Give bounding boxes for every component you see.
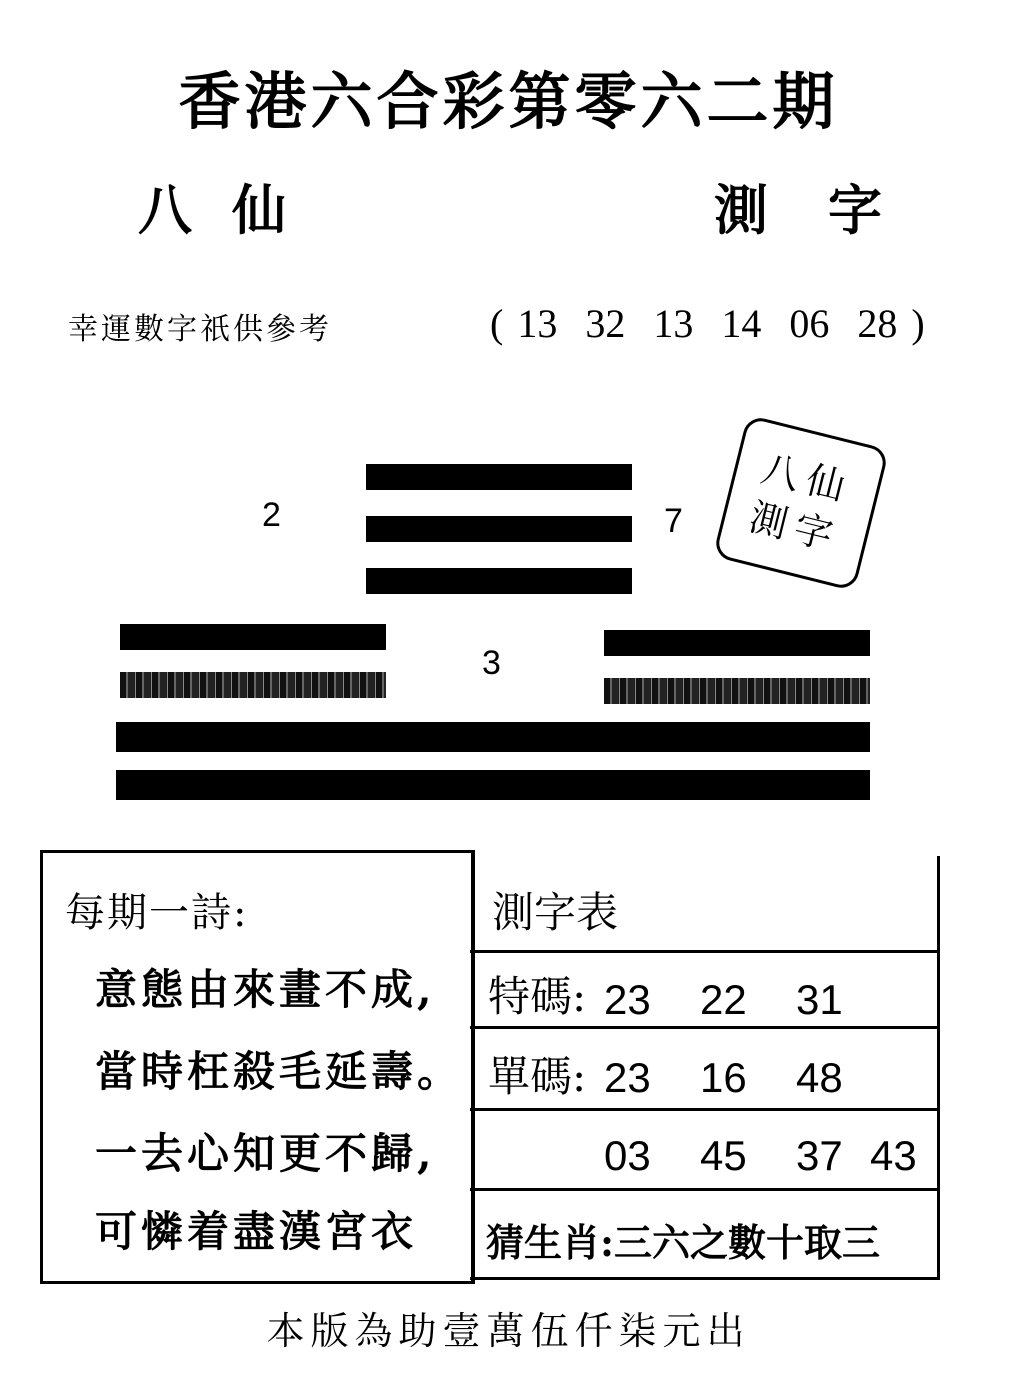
lucky-number: 06	[789, 301, 830, 346]
table-divider	[470, 1026, 940, 1029]
trigram-bar	[366, 568, 632, 594]
open-paren: (	[490, 301, 504, 346]
poem-title: 每期一詩:	[65, 890, 249, 936]
single-number: 43	[870, 1132, 917, 1179]
poem-box	[40, 850, 475, 1284]
lucky-number: 13	[517, 301, 558, 346]
trigram-number-center: 3	[482, 644, 501, 682]
poem-line: 一去心知更不歸,	[95, 1129, 436, 1178]
single-number: 48	[796, 1054, 843, 1101]
seal-stamp	[713, 415, 890, 592]
trigram-bar	[366, 464, 632, 490]
lucky-number: 32	[585, 301, 626, 346]
special-numbers	[604, 976, 892, 1024]
table-divider	[470, 1277, 940, 1280]
heading-character-reading: 測字	[714, 178, 942, 242]
single-number: 03	[604, 1132, 651, 1179]
single-number: 37	[796, 1132, 843, 1179]
trigram-bar	[120, 672, 386, 698]
poem-line: 可憐着盡漢宮衣	[95, 1207, 418, 1256]
heading-eight-immortals: 八仙	[138, 178, 326, 242]
stamp-line: 測字	[744, 494, 845, 560]
single-label: 單碼:	[488, 1052, 587, 1101]
special-number: 23	[604, 976, 651, 1023]
stamp-line: 八仙	[757, 446, 858, 512]
info-panel	[40, 846, 937, 1284]
trigram-bar	[120, 624, 386, 650]
single-numbers-row2	[604, 1132, 930, 1180]
table-divider	[470, 950, 940, 953]
special-number: 31	[796, 976, 843, 1023]
table-divider	[470, 1108, 940, 1111]
zodiac-value: 三六之數十取三	[614, 1220, 881, 1265]
close-paren: )	[911, 301, 925, 346]
lucky-numbers-label: 幸運數字祇供參考	[68, 312, 332, 347]
trigram-bar	[116, 722, 870, 752]
trigram-bar	[604, 678, 870, 704]
special-label: 特碼:	[488, 972, 587, 1021]
zodiac-row	[486, 1212, 880, 1267]
single-number: 45	[700, 1132, 747, 1179]
zodiac-label: 猜生肖:	[486, 1220, 615, 1265]
poem-line: 當時枉殺毛延壽。	[95, 1047, 464, 1096]
lucky-numbers	[490, 300, 925, 347]
trigram-bar	[116, 770, 870, 800]
lucky-number: 14	[721, 301, 762, 346]
trigram-number-left: 2	[262, 496, 281, 534]
page-title: 香港六合彩第零六二期	[178, 65, 839, 138]
trigram-bar	[366, 516, 632, 542]
single-numbers-row1	[604, 1054, 892, 1102]
character-table	[470, 846, 940, 1280]
single-number: 23	[604, 1054, 651, 1101]
poem-line: 意態由來畫不成,	[95, 965, 436, 1014]
table-border	[937, 856, 940, 1280]
special-number: 22	[700, 976, 747, 1023]
lucky-number: 13	[653, 301, 694, 346]
trigram-number-right: 7	[664, 502, 683, 540]
footer-note: 本版為助壹萬伍仟柒元出	[266, 1309, 751, 1353]
lucky-number: 28	[857, 301, 898, 346]
trigram-bar	[604, 630, 870, 656]
single-number: 16	[700, 1054, 747, 1101]
table-divider	[470, 1188, 940, 1191]
table-title: 測字表	[492, 888, 619, 937]
